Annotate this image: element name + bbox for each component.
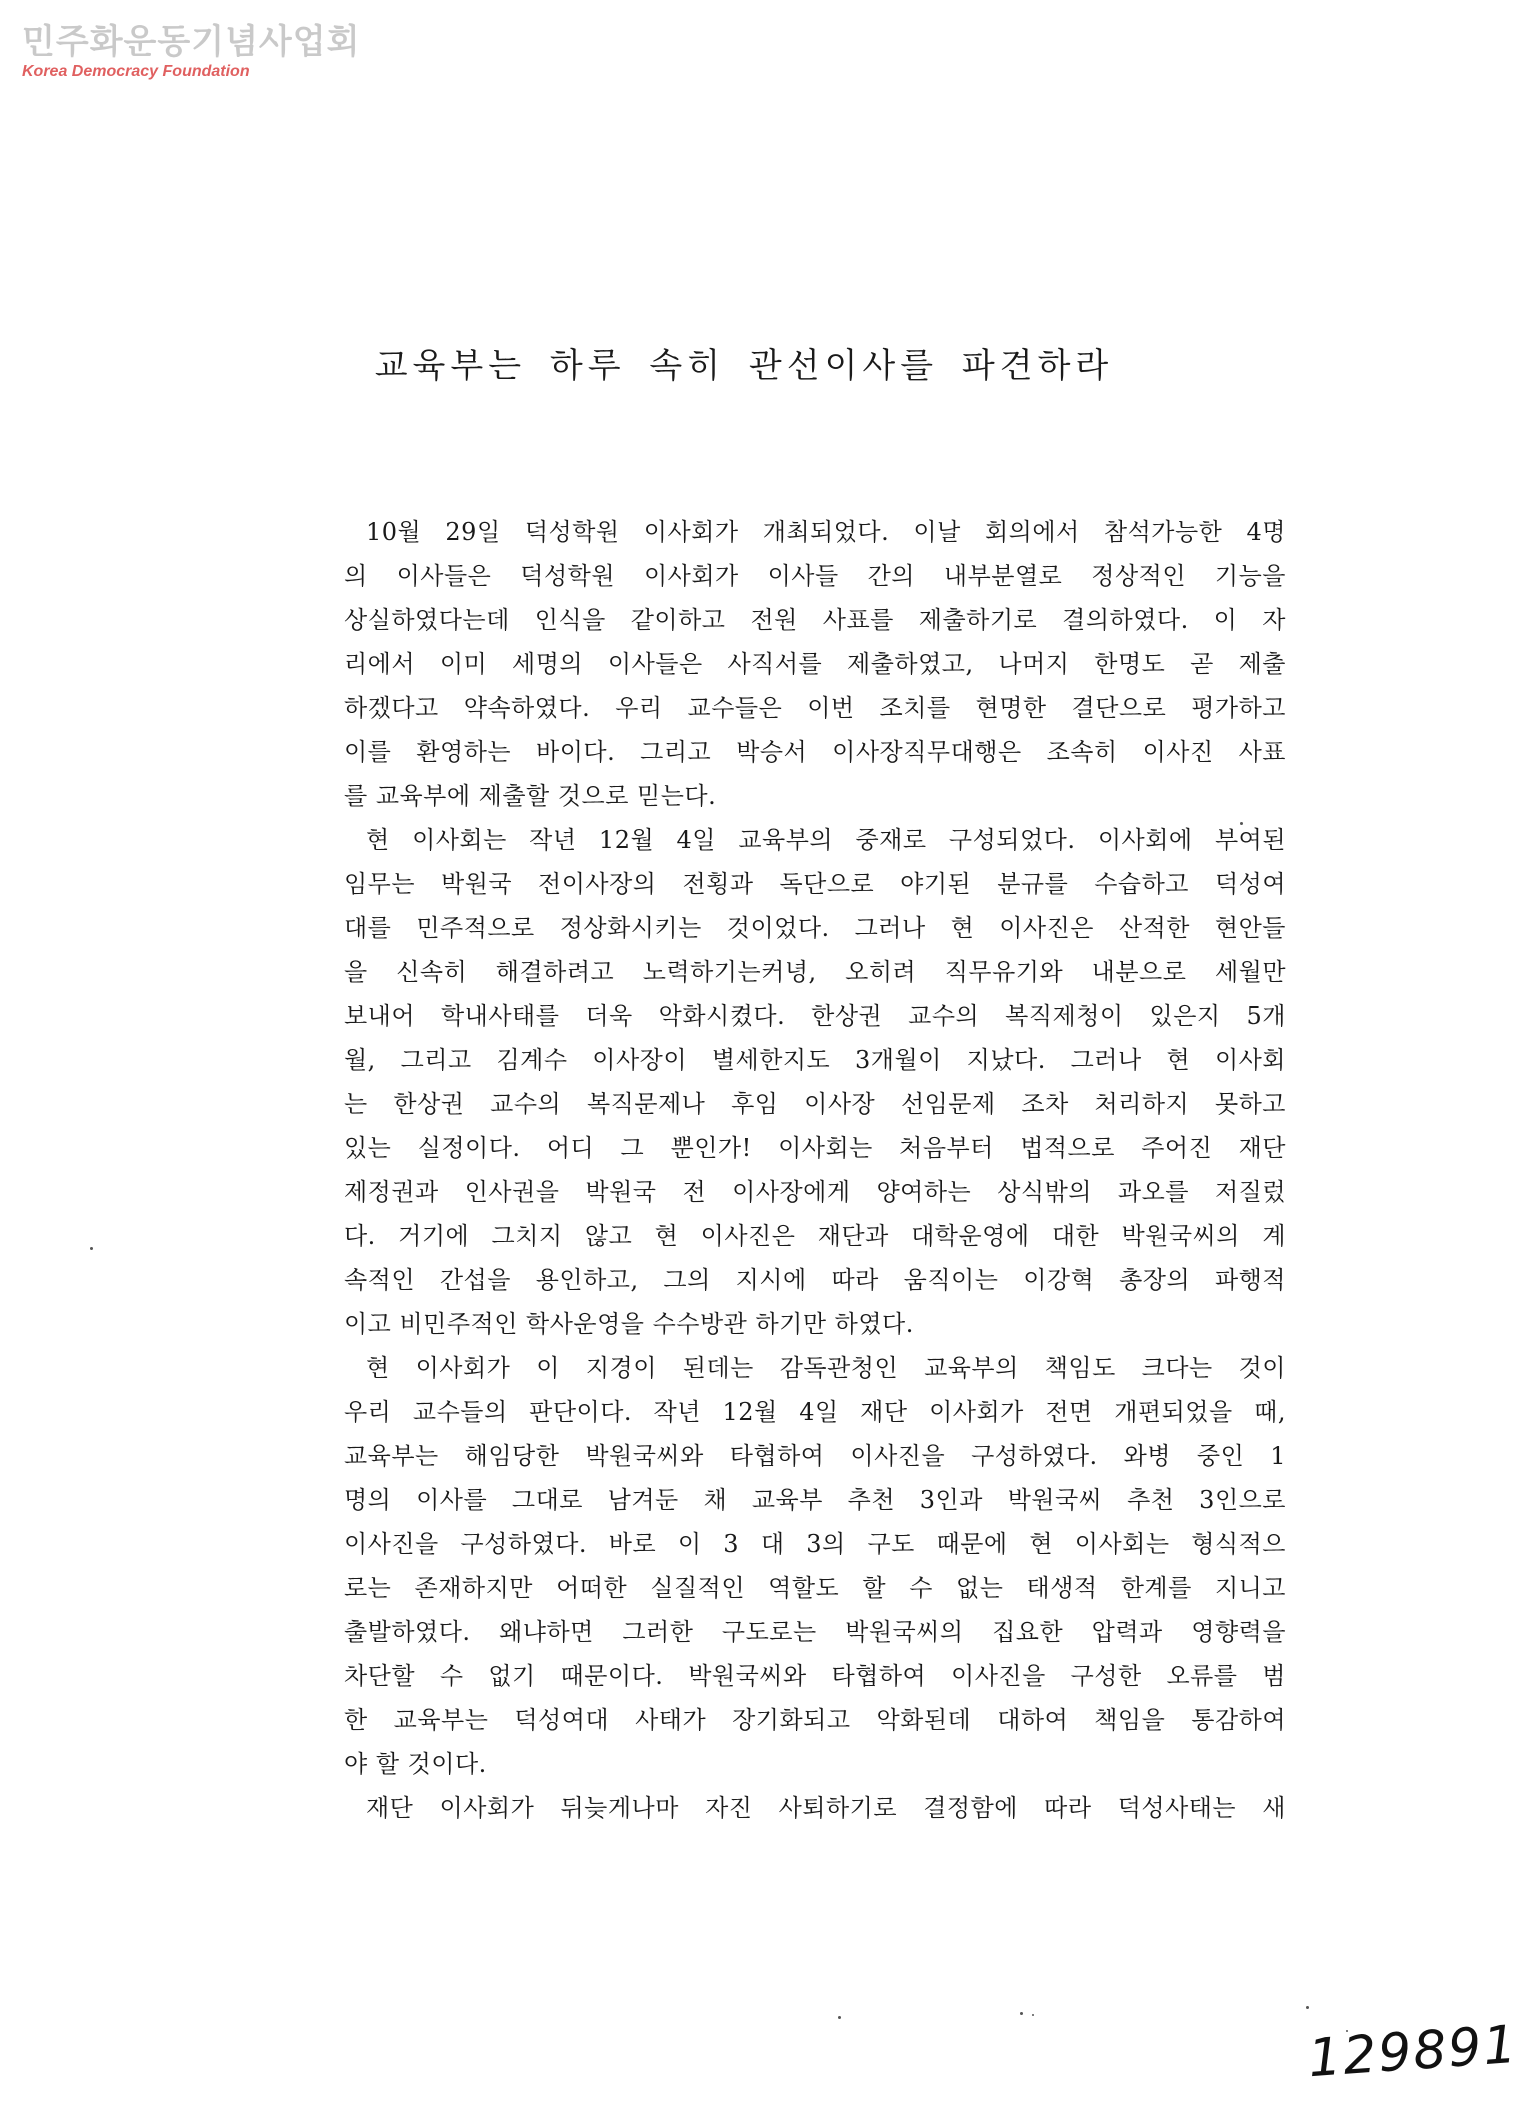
- scan-speck: [1240, 822, 1243, 825]
- text-line: 우리 교수들의 판단이다. 작년 12월 4일 재단 이사회가 전면 개편되었을 때,: [344, 1398, 1286, 1426]
- text-line: 로는 존재하지만 어떠한 실질적인 역할도 할 수 없는 태생적 한계를 지니고: [344, 1574, 1286, 1602]
- document-title: 교육부는 하루 속히 관선이사를 파견하라: [374, 346, 1114, 386]
- text-line: 상실하였다는데 인식을 같이하고 전원 사표를 제출하기로 결의하였다. 이 자: [344, 606, 1286, 634]
- paragraph-1: [344, 510, 1286, 818]
- text-line: 을 신속히 해결하려고 노력하기는커녕, 오히려 직무유기와 내분으로 세월만: [344, 958, 1286, 986]
- text-line: 명의 이사를 그대로 남겨둔 채 교육부 추천 3인과 박원국씨 추천 3인으로: [344, 1486, 1286, 1514]
- watermark-logo: [22, 22, 361, 82]
- text-line: 이를 환영하는 바이다. 그리고 박승서 이사장직무대행은 조속히 이사진 사표: [344, 738, 1286, 766]
- watermark-english: Korea Democracy Foundation: [22, 63, 250, 80]
- paragraph-4: [344, 1786, 1286, 1830]
- page-number-stamp: 129891: [1306, 2014, 1520, 2090]
- text-line: 현 이사회는 작년 12월 4일 교육부의 중재로 구성되었다. 이사회에 부여된: [366, 826, 1286, 854]
- scan-speck: [1306, 2006, 1309, 2009]
- text-line: 이사진을 구성하였다. 바로 이 3 대 3의 구도 때문에 현 이사회는 형식적으: [344, 1530, 1286, 1558]
- text-line: 대를 민주적으로 정상화시키는 것이었다. 그러나 현 이사진은 산적한 현안들: [344, 914, 1286, 942]
- scan-speck: [1032, 2014, 1034, 2016]
- text-line: 출발하였다. 왜냐하면 그러한 구도로는 박원국씨의 집요한 압력과 영향력을: [344, 1618, 1286, 1646]
- text-line: 제정권과 인사권을 박원국 전 이사장에게 양여하는 상식밖의 과오를 저질렀: [344, 1178, 1286, 1206]
- text-line: 한 교육부는 덕성여대 사태가 장기화되고 악화된데 대하여 책임을 통감하여: [344, 1706, 1286, 1734]
- text-line: 교육부는 해임당한 박원국씨와 타협하여 이사진을 구성하였다. 와병 중인 1: [344, 1442, 1286, 1470]
- text-line: 있는 실정이다. 어디 그 뿐인가! 이사회는 처음부터 법적으로 주어진 재단: [344, 1134, 1286, 1162]
- paragraph-3: [344, 1346, 1286, 1786]
- text-line: 야 할 것이다.: [344, 1750, 487, 1778]
- scan-speck: [1020, 2012, 1023, 2015]
- text-line: 리에서 이미 세명의 이사들은 사직서를 제출하였고, 나머지 한명도 곧 제출: [344, 650, 1286, 678]
- text-line: 는 한상권 교수의 복직문제나 후임 이사장 선임문제 조차 처리하지 못하고: [344, 1090, 1286, 1118]
- text-line: 보내어 학내사태를 더욱 악화시켰다. 한상권 교수의 복직제청이 있은지 5개: [344, 1002, 1286, 1030]
- text-line: 하겠다고 약속하였다. 우리 교수들은 이번 조치를 현명한 결단으로 평가하고: [344, 694, 1286, 722]
- text-line: 다. 거기에 그치지 않고 현 이사진은 재단과 대학운영에 대한 박원국씨의 계: [344, 1222, 1286, 1250]
- paragraph-2: [344, 818, 1286, 1346]
- text-line: 임무는 박원국 전이사장의 전횡과 독단으로 야기된 분규를 수습하고 덕성여: [344, 870, 1286, 898]
- watermark-korean: 민주화운동기념사업회: [22, 22, 361, 62]
- document-body: [344, 510, 1286, 1830]
- scan-speck: [838, 2016, 841, 2019]
- scan-speck: [90, 1247, 93, 1250]
- text-line: 월, 그리고 김계수 이사장이 별세한지도 3개월이 지났다. 그러나 현 이사회: [344, 1046, 1286, 1074]
- text-line: 10월 29일 덕성학원 이사회가 개최되었다. 이날 회의에서 참석가능한 4명: [366, 518, 1286, 546]
- text-line: 이고 비민주적인 학사운영을 수수방관 하기만 하였다.: [344, 1310, 914, 1338]
- text-line: 를 교육부에 제출할 것으로 믿는다.: [344, 782, 717, 810]
- text-line: 의 이사들은 덕성학원 이사회가 이사들 간의 내부분열로 정상적인 기능을: [344, 562, 1286, 590]
- text-line: 재단 이사회가 뒤늦게나마 자진 사퇴하기로 결정함에 따라 덕성사태는 새: [366, 1794, 1286, 1822]
- text-line: 현 이사회가 이 지경이 된데는 감독관청인 교육부의 책임도 크다는 것이: [366, 1354, 1286, 1382]
- text-line: 차단할 수 없기 때문이다. 박원국씨와 타협하여 이사진을 구성한 오류를 범: [344, 1662, 1286, 1690]
- text-line: 속적인 간섭을 용인하고, 그의 지시에 따라 움직이는 이강혁 총장의 파행적: [344, 1266, 1286, 1294]
